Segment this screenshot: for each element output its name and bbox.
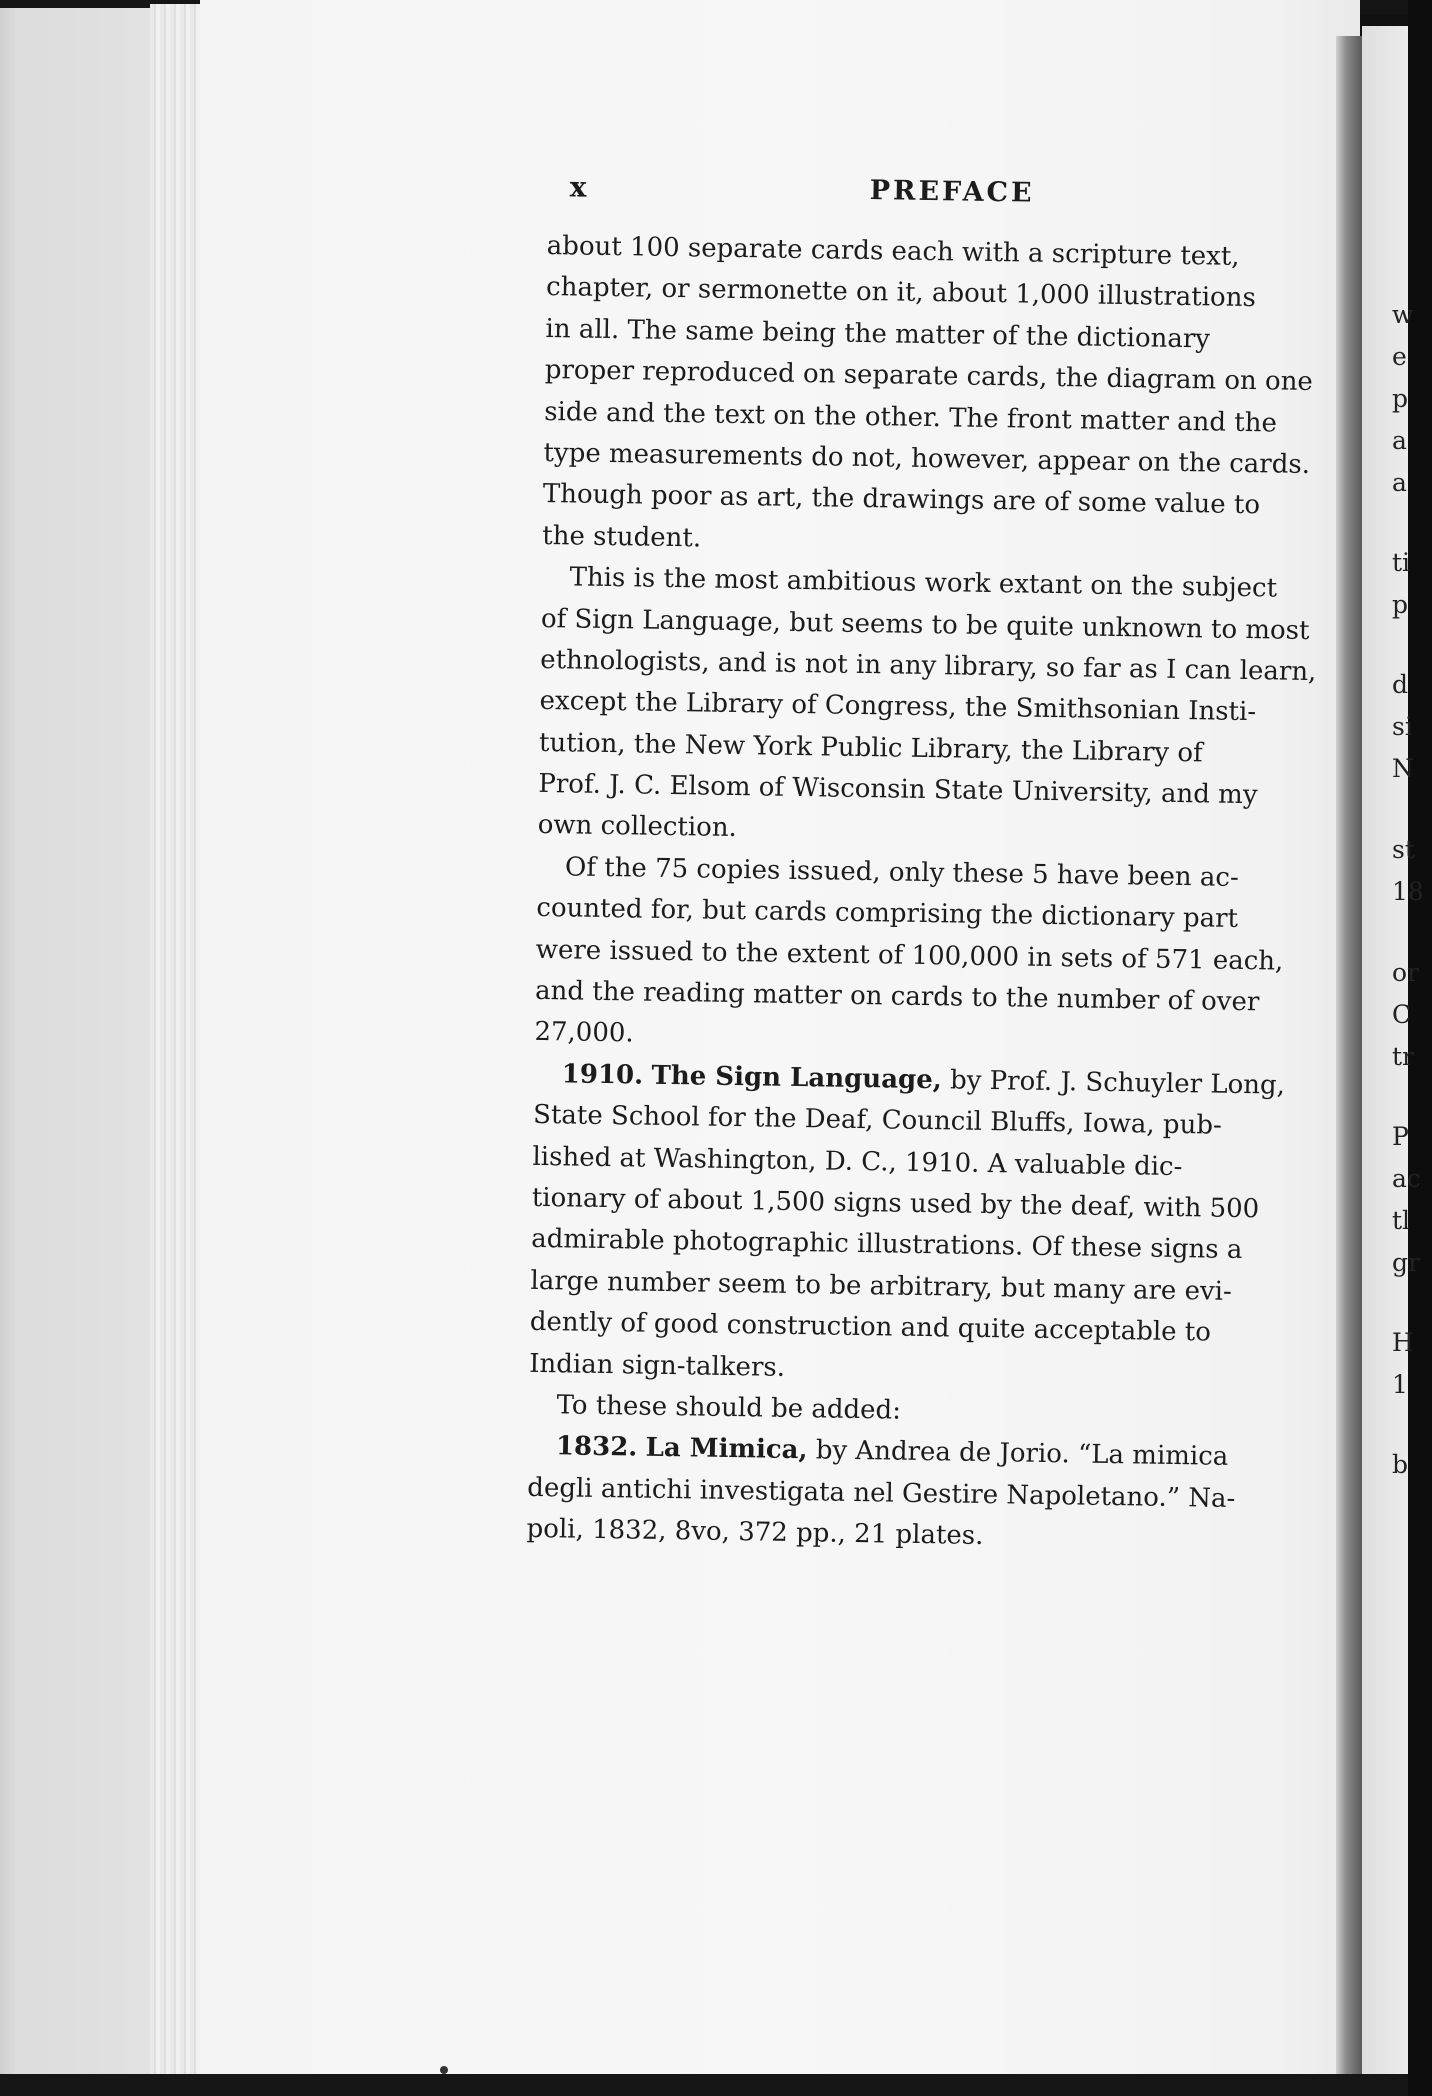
text-line: in all. The same being the matter of the dictionary	[545, 313, 1211, 355]
paragraph-ambitious-work	[537, 557, 1341, 859]
facing-page-fragment: ti	[1392, 548, 1411, 577]
facing-page-fragment: tl	[1392, 1206, 1411, 1235]
facing-page-fragment: tr	[1392, 1042, 1414, 1071]
facing-page-text-fragments	[1392, 0, 1432, 2096]
text-line: degli antichi investigata nel Gestire Napoletano.” Na-	[527, 1472, 1236, 1514]
entry-title: La Mimica,	[645, 1433, 808, 1466]
facing-page-fragment: N	[1392, 754, 1414, 783]
text-line: proper reproduced on separate cards, the diagram on one	[544, 355, 1314, 398]
entry-year: 1832.	[555, 1431, 638, 1463]
text-line: Prof. J. C. Elsom of Wisconsin State University, and my	[538, 769, 1258, 811]
text-line: were issued to the extent of 100,000 in sets of 571 each,	[535, 934, 1284, 977]
text-line: own collection.	[537, 810, 738, 844]
facing-page-fragment: st	[1392, 835, 1415, 864]
facing-page-fragment: a	[1392, 426, 1407, 455]
bibliography-entry-1832	[526, 1426, 1328, 1563]
text-line: side and the text on the other. The front matter and the	[543, 396, 1278, 439]
scan-bottom-edge	[0, 2074, 1408, 2096]
facing-page-fragment: H	[1392, 1328, 1414, 1357]
text-line: tution, the New York Public Library, the Library of	[538, 727, 1203, 769]
facing-page-fragment: a	[1392, 468, 1407, 497]
page-number: x	[569, 170, 587, 204]
facing-page-fragment: e	[1392, 342, 1407, 371]
text-line: of Sign Language, but seems to be quite unknown to most	[540, 603, 1310, 646]
entry-title: The Sign Language,	[651, 1060, 943, 1096]
facing-page-fragment: w	[1392, 300, 1414, 329]
facing-page-fragment: si	[1392, 712, 1413, 741]
running-head-title: PREFACE	[869, 175, 1035, 209]
text-line: dently of good construction and quite acceptable to	[529, 1307, 1212, 1348]
text-line: Though poor as art, the drawings are of some value to	[542, 479, 1261, 521]
facing-page-fragment: p	[1392, 384, 1409, 413]
facing-page-fragment: or	[1392, 958, 1420, 987]
facing-page-fragment: C	[1392, 1000, 1412, 1029]
text-line: large number seem to be arbitrary, but many are evi-	[530, 1265, 1232, 1307]
text-line: about 100 separate cards each with a scripture text,	[546, 230, 1240, 272]
facing-page-fragment: p	[1392, 590, 1409, 619]
text-line: chapter, or sermonette on it, about 1,000 illustrations	[545, 272, 1257, 314]
text-line: lished at Washington, D. C., 1910. A valuable dic-	[532, 1141, 1183, 1182]
paragraph-cards-description	[542, 226, 1347, 570]
text-block	[526, 170, 1348, 1563]
text-line: type measurements do not, however, appear on the cards.	[543, 437, 1311, 480]
text-line: the student.	[542, 520, 702, 554]
text-line: 27,000.	[534, 1017, 634, 1049]
text-line: To these should be added:	[556, 1390, 902, 1426]
facing-page-fragment: 1	[1392, 1370, 1408, 1399]
text-line: Indian sign-talkers.	[529, 1348, 786, 1383]
text-line: State School for the Deaf, Council Bluffs, Iowa, pub-	[532, 1100, 1222, 1141]
text-line: except the Library of Congress, the Smithsonian Insti-	[539, 686, 1257, 728]
text-line: ethnologists, and is not in any library, so far as I can learn,	[540, 644, 1317, 688]
text-line: poli, 1832, 8vo, 372 pp., 21 plates.	[526, 1513, 984, 1552]
bibliography-entry-1910	[529, 1054, 1334, 1398]
facing-page-fragment: d	[1392, 670, 1409, 699]
text-line: counted for, but cards comprising the dictionary part	[536, 893, 1239, 935]
entry-year: 1910.	[561, 1059, 644, 1091]
text-line: This is the most ambitious work extant on the subject	[569, 562, 1278, 604]
text-line: Of the 75 copies issued, only these 5 have been ac-	[564, 852, 1239, 893]
ink-spot	[440, 2066, 448, 2074]
text-line: admirable photographic illustrations. Of these signs a	[530, 1224, 1243, 1266]
facing-page-fragment: 18	[1392, 877, 1424, 906]
entry-author: by Prof. J. Schuyler Long,	[941, 1065, 1286, 1101]
facing-page-fragment: b	[1392, 1450, 1409, 1479]
facing-page-fragment: gr	[1392, 1248, 1420, 1277]
text-line: and the reading matter on cards to the number of over	[534, 975, 1260, 1018]
scan-left-margin	[0, 8, 160, 2078]
paragraph-copies-issued	[534, 847, 1337, 1066]
facing-page-fragment: ac	[1392, 1164, 1421, 1193]
text-line: tionary of about 1,500 signs used by the deaf, with 500	[531, 1182, 1260, 1225]
entry-author: by Andrea de Jorio. “La mimica	[807, 1435, 1229, 1473]
facing-page-fragment: P	[1392, 1122, 1409, 1151]
